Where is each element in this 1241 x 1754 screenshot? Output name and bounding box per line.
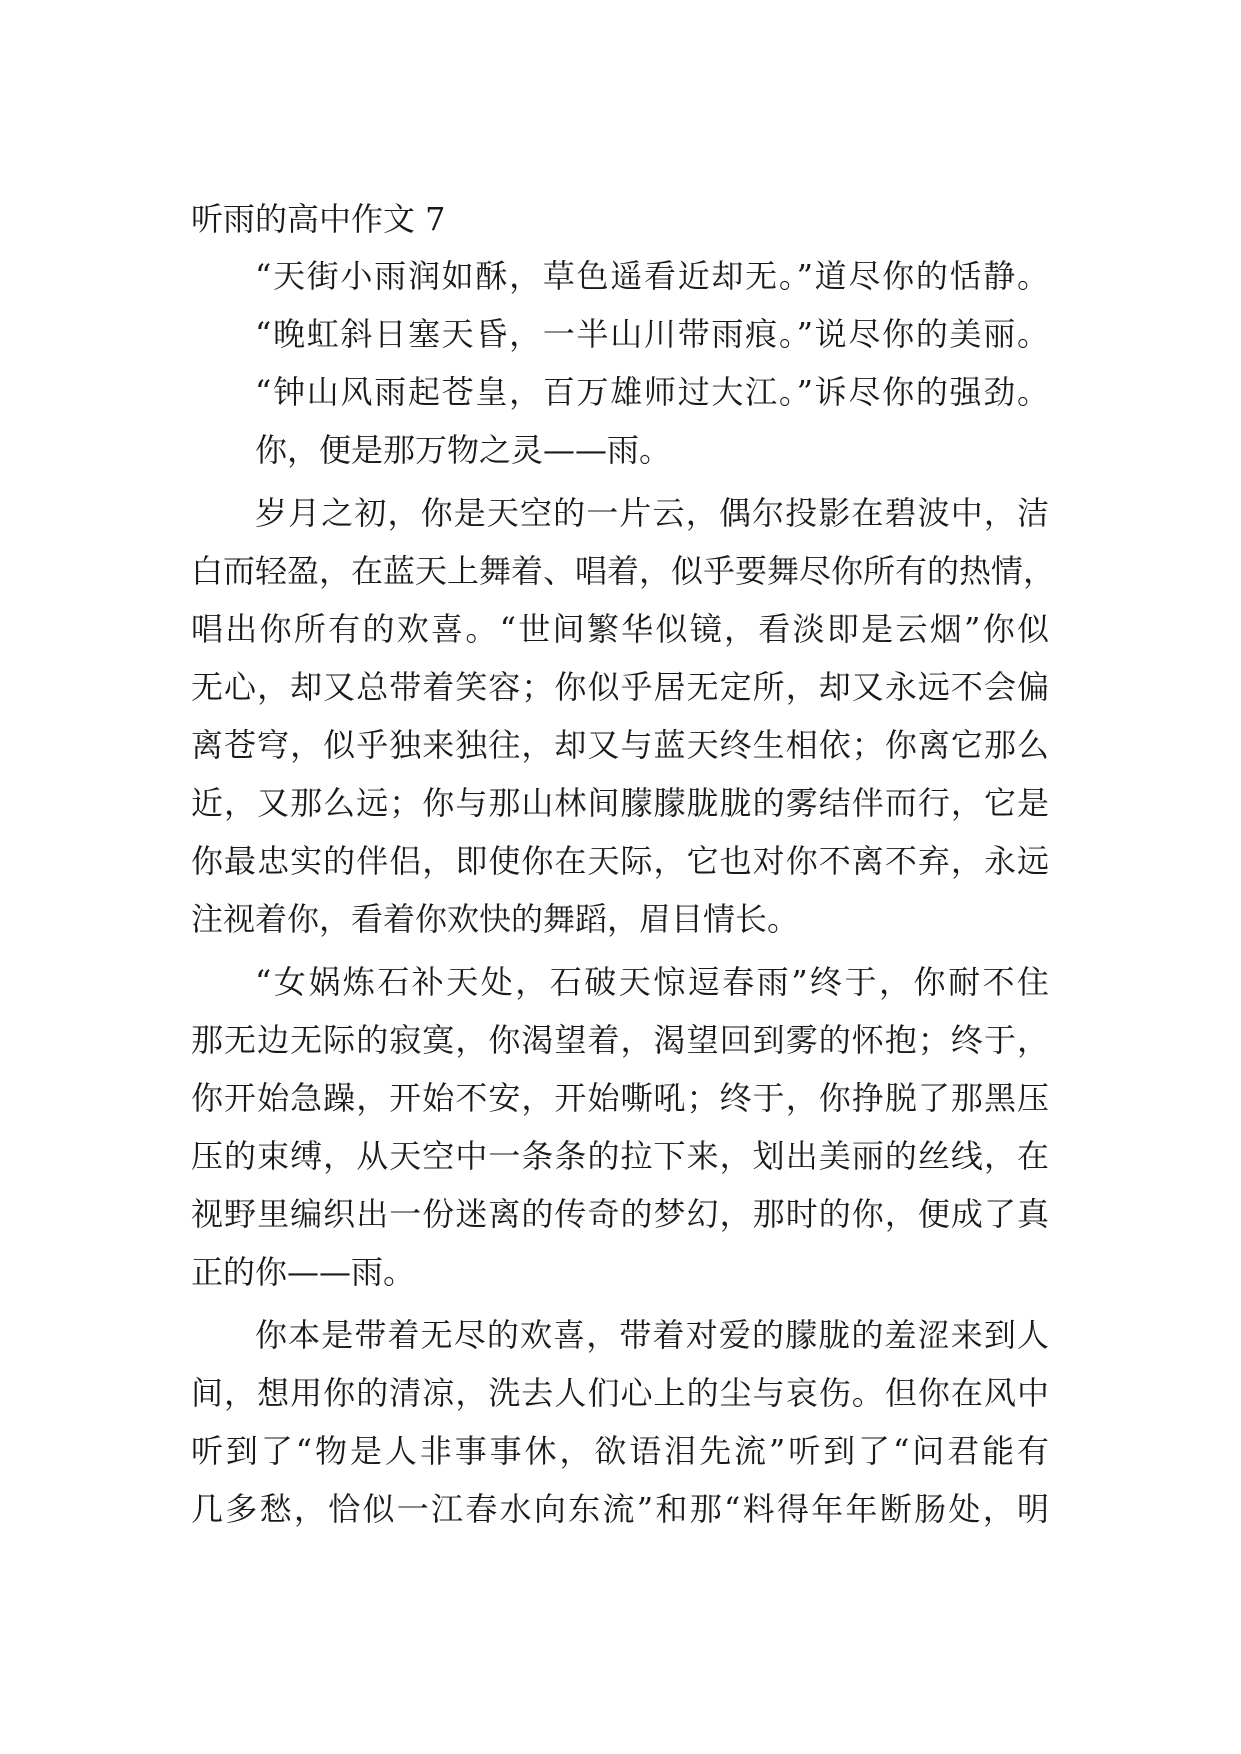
paragraph-line: 白而轻盈，在蓝天上舞着、唱着，似乎要舞尽你所有的热情， (191, 552, 1056, 590)
paragraph-line: 你最忠实的伴侣，即使你在天际，它也对你不离不弃，永远 (191, 842, 1049, 880)
paragraph-line: “女娲炼石补天处，石破天惊逗春雨”终于，你耐不住 (255, 963, 1049, 1001)
paragraph-line: 注视着你，看着你欢快的舞蹈，眉目情长。 (191, 900, 800, 938)
paragraph-line: 你本是带着无尽的欢喜，带着对爱的朦胧的羞涩来到人 (255, 1316, 1049, 1354)
paragraph-line: 近，又那么远；你与那山林间朦朦胧胧的雾结伴而行，它是 (191, 784, 1049, 822)
poem-line-3: “钟山风雨起苍皇，百万雄师过大江。”诉尽你的强劲。 (255, 373, 1049, 411)
paragraph-line: 离苍穹，似乎独来独往，却又与蓝天终生相依；你离它那么 (191, 726, 1049, 764)
paragraph-line: 听到了“物是人非事事休，欲语泪先流”听到了“问君能有 (191, 1432, 1049, 1470)
paragraph-line: 几多愁，恰似一江春水向东流”和那“料得年年断肠处，明 (191, 1490, 1049, 1528)
paragraph-line: 间，想用你的清凉，洗去人们心上的尘与哀伤。但你在风中 (191, 1374, 1049, 1412)
paragraph-line: 唱出你所有的欢喜。“世间繁华似镜，看淡即是云烟”你似 (191, 610, 1049, 648)
document-title: 听雨的高中作文 7 (191, 200, 446, 238)
paragraph-line: 你开始急躁，开始不安，开始嘶吼；终于，你挣脱了那黑压 (191, 1079, 1049, 1117)
paragraph-line: 正的你——雨。 (191, 1253, 416, 1291)
paragraph-line: 无心，却又总带着笑容；你似乎居无定所，却又永远不会偏 (191, 668, 1049, 706)
poem-line-1: “天街小雨润如酥，草色遥看近却无。”道尽你的恬静。 (255, 257, 1049, 295)
poem-line-2: “晚虹斜日塞天昏，一半山川带雨痕。”说尽你的美丽。 (255, 315, 1049, 353)
paragraph-line: 你，便是那万物之灵——雨。 (255, 431, 672, 469)
paragraph-line: 视野里编织出一份迷离的传奇的梦幻，那时的你，便成了真 (191, 1195, 1049, 1233)
paragraph-line: 岁月之初，你是天空的一片云，偶尔投影在碧波中，洁 (255, 494, 1049, 532)
paragraph-line: 压的束缚，从天空中一条条的拉下来，划出美丽的丝线，在 (191, 1137, 1049, 1175)
paragraph-line: 那无边无际的寂寞，你渴望着，渴望回到雾的怀抱；终于， (191, 1021, 1049, 1059)
